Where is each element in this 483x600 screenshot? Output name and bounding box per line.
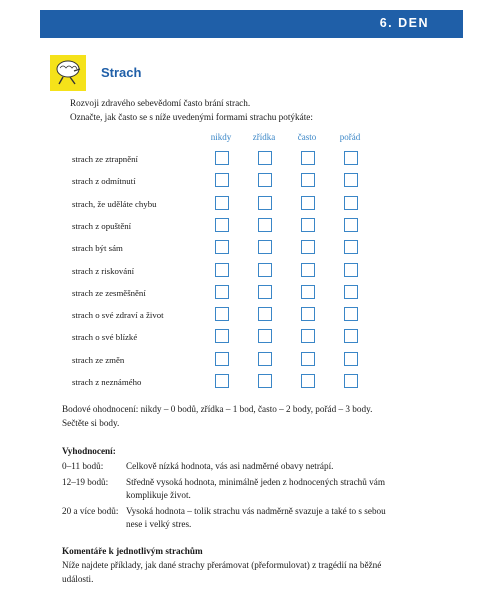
checkbox-často[interactable] xyxy=(301,240,315,254)
checkbox-zřídka[interactable] xyxy=(258,285,272,299)
checkbox-často[interactable] xyxy=(301,307,315,321)
checkbox-zřídka[interactable] xyxy=(258,151,272,165)
checkbox-často[interactable] xyxy=(301,374,315,388)
fear-row xyxy=(72,374,372,394)
checkbox-zřídka[interactable] xyxy=(258,352,272,366)
column-header-2: často xyxy=(297,132,317,142)
checkbox-často[interactable] xyxy=(301,218,315,232)
intro-line-2: Označte, jak často se s níže uvedenými formami strachu potýkáte: xyxy=(70,112,313,122)
checkbox-nikdy[interactable] xyxy=(215,263,229,277)
scoring-line-2: Sečtěte si body. xyxy=(62,418,120,428)
fear-row xyxy=(72,263,372,283)
checkbox-pořád[interactable] xyxy=(344,173,358,187)
checkbox-zřídka[interactable] xyxy=(258,173,272,187)
brain-runner-icon xyxy=(50,55,86,91)
fear-label: strach o své zdraví a život xyxy=(72,310,164,321)
header-bar xyxy=(40,10,463,38)
section-title: Strach xyxy=(101,65,142,80)
fear-label: strach být sám xyxy=(72,243,123,254)
checkbox-často[interactable] xyxy=(301,352,315,366)
fear-row xyxy=(72,307,372,327)
checkbox-nikdy[interactable] xyxy=(215,285,229,299)
fear-label: strach ze zesměšnění xyxy=(72,287,146,298)
day-label: 6. DEN xyxy=(379,16,429,30)
checkbox-zřídka[interactable] xyxy=(258,218,272,232)
fear-label: strach z opuštění xyxy=(72,220,132,231)
checkbox-nikdy[interactable] xyxy=(215,240,229,254)
checkbox-zřídka[interactable] xyxy=(258,374,272,388)
eval-text-3: Vysoká hodnota – tolik strachu vás nadměrně svazuje a také to s sebou xyxy=(126,506,386,516)
checkbox-zřídka[interactable] xyxy=(258,329,272,343)
checkbox-často[interactable] xyxy=(301,196,315,210)
checkbox-často[interactable] xyxy=(301,151,315,165)
fear-label: strach ze změn xyxy=(72,354,125,365)
checkbox-pořád[interactable] xyxy=(344,374,358,388)
fear-label: strach z neznámého xyxy=(72,377,142,387)
eval-text-3b: nese i velký stres. xyxy=(126,519,192,529)
checkbox-často[interactable] xyxy=(301,263,315,277)
checkbox-nikdy[interactable] xyxy=(215,374,229,388)
column-header-0: nikdy xyxy=(210,132,232,142)
evaluation-heading: Vyhodnocení: xyxy=(62,446,116,456)
checkbox-nikdy[interactable] xyxy=(215,151,229,165)
fear-row xyxy=(72,240,372,260)
eval-range-2: 12–19 bodů: xyxy=(62,477,109,487)
checkbox-pořád[interactable] xyxy=(344,263,358,277)
fear-row xyxy=(72,173,372,193)
fear-label: strach z riskování xyxy=(72,265,135,276)
comments-line-2: události. xyxy=(62,574,94,584)
checkbox-zřídka[interactable] xyxy=(258,240,272,254)
checkbox-nikdy[interactable] xyxy=(215,173,229,187)
eval-range-1: 0–11 bodů: xyxy=(62,461,104,471)
fear-row xyxy=(72,196,372,216)
checkbox-často[interactable] xyxy=(301,329,315,343)
comments-line-1: Níže najdete příklady, jak dané strachy přerámovat (přeformulovat) z tragédií na běžné xyxy=(62,560,382,570)
fear-row xyxy=(72,285,372,305)
fear-label: strach ze ztrapnění xyxy=(72,154,138,164)
checkbox-nikdy[interactable] xyxy=(215,218,229,232)
intro-line-1: Rozvoji zdravého sebevědomí často brání strach. xyxy=(70,98,251,108)
checkbox-pořád[interactable] xyxy=(344,218,358,232)
checkbox-často[interactable] xyxy=(301,285,315,299)
fear-label: strach, že uděláte chybu xyxy=(72,198,157,209)
fear-row xyxy=(72,329,372,349)
fear-row xyxy=(72,352,372,372)
checkbox-nikdy[interactable] xyxy=(215,307,229,321)
checkbox-pořád[interactable] xyxy=(344,307,358,321)
fear-row xyxy=(72,151,372,171)
checkbox-nikdy[interactable] xyxy=(215,196,229,210)
fear-label: strach o své blízké xyxy=(72,332,138,343)
checkbox-nikdy[interactable] xyxy=(215,352,229,366)
eval-text-2b: komplikuje život. xyxy=(126,490,191,500)
checkbox-zřídka[interactable] xyxy=(258,307,272,321)
checkbox-pořád[interactable] xyxy=(344,285,358,299)
eval-text-1: Celkově nízká hodnota, vás asi nadměrné obavy netrápí. xyxy=(126,461,334,471)
checkbox-pořád[interactable] xyxy=(344,151,358,165)
eval-range-3: 20 a více bodů: xyxy=(62,506,119,516)
eval-text-2: Středně vysoká hodnota, minimálně jeden z hodnocených strachů vám xyxy=(126,477,385,487)
checkbox-pořád[interactable] xyxy=(344,240,358,254)
checkbox-pořád[interactable] xyxy=(344,352,358,366)
column-header-3: pořád xyxy=(339,132,361,142)
comments-heading: Komentáře k jednotlivým strachům xyxy=(62,546,203,556)
checkbox-zřídka[interactable] xyxy=(258,263,272,277)
checkbox-zřídka[interactable] xyxy=(258,196,272,210)
scoring-line-1: Bodové ohodnocení: nikdy – 0 bodů, zřídka – 1 bod, často – 2 body, pořád – 3 body. xyxy=(62,404,373,414)
fear-label: strach z odmítnutí xyxy=(72,176,136,187)
checkbox-pořád[interactable] xyxy=(344,329,358,343)
fear-row xyxy=(72,218,372,238)
checkbox-nikdy[interactable] xyxy=(215,329,229,343)
column-header-1: zřídka xyxy=(252,132,276,142)
checkbox-pořád[interactable] xyxy=(344,196,358,210)
checkbox-často[interactable] xyxy=(301,173,315,187)
